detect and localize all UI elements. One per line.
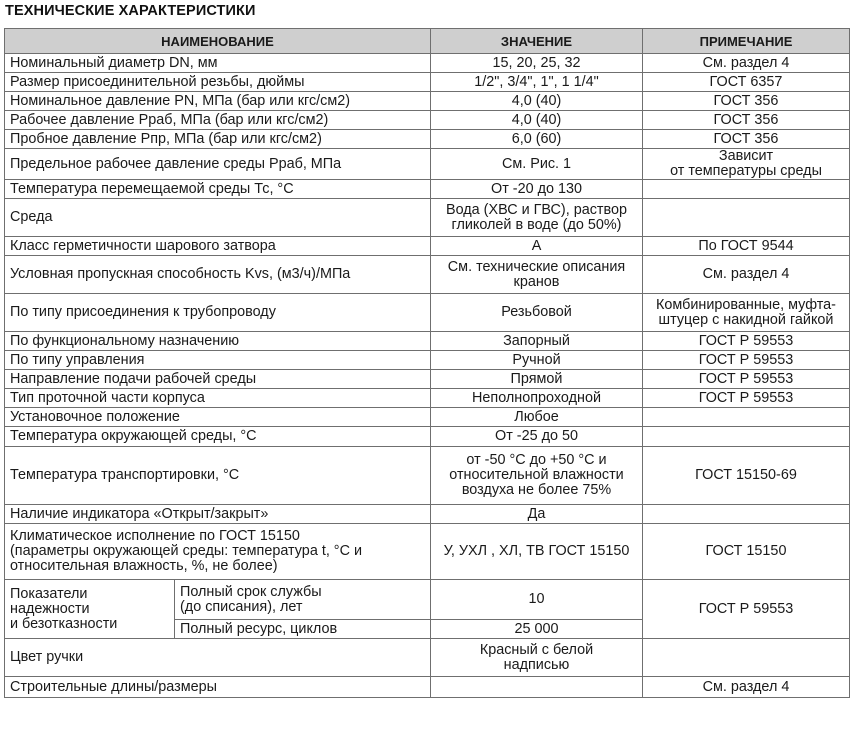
spec-name-cell: Установочное положение — [5, 408, 431, 427]
spec-name-cell: По типу присоединения к трубопроводу — [5, 294, 431, 332]
column-header-name: НАИМЕНОВАНИЕ — [5, 29, 431, 54]
spec-value-cell: 1/2", 3/4", 1", 1 1/4" — [431, 73, 643, 92]
spec-name-cell: Номинальный диаметр DN, мм — [5, 54, 431, 73]
table-body — [5, 54, 850, 698]
table-row — [5, 54, 850, 73]
spec-value-cell: См. Рис. 1 — [431, 149, 643, 180]
spec-value-cell: Резьбовой — [431, 294, 643, 332]
spec-note-cell: См. раздел 4 — [643, 256, 850, 294]
resource-name-cell: Полный ресурс, циклов — [175, 620, 431, 639]
table-row — [5, 408, 850, 427]
spec-note-cell: См. раздел 4 — [643, 54, 850, 73]
spec-name-cell: Температура окружающей среды, °С — [5, 427, 431, 447]
spec-value-cell: Ручной — [431, 351, 643, 370]
spec-name-cell: Температура перемещаемой среды Тс, °С — [5, 180, 431, 199]
lifetime-name-cell: Полный срок службы (до списания), лет — [175, 580, 431, 620]
spec-value-cell — [431, 677, 643, 698]
spec-value-cell: См. технические описания кранов — [431, 256, 643, 294]
spec-note-cell: ГОСТ Р 59553 — [643, 389, 850, 408]
table-row — [5, 92, 850, 111]
spec-name-cell: Направление подачи рабочей среды — [5, 370, 431, 389]
spec-name-cell: Класс герметичности шарового затвора — [5, 237, 431, 256]
spec-note-cell: Зависит от температуры среды — [643, 149, 850, 180]
spec-note-cell: ГОСТ Р 59553 — [643, 370, 850, 389]
spec-name-cell: Среда — [5, 199, 431, 237]
spec-value-cell: Прямой — [431, 370, 643, 389]
spec-name-cell: Номинальное давление PN, МПа (бар или кгс/см2) — [5, 92, 431, 111]
spec-name-cell: Наличие индикатора «Открыт/закрыт» — [5, 505, 431, 524]
spec-value-cell: 4,0 (40) — [431, 92, 643, 111]
spec-value-cell: От -20 до 130 — [431, 180, 643, 199]
spec-name-cell: Пробное давление Рпр, МПа (бар или кгс/см2) — [5, 130, 431, 149]
spec-note-cell: ГОСТ 15150 — [643, 524, 850, 580]
table-row — [5, 111, 850, 130]
table-row — [5, 639, 850, 677]
table-row — [5, 427, 850, 447]
resource-value-cell: 25 000 — [431, 620, 643, 639]
table-row — [5, 294, 850, 332]
spec-note-cell: ГОСТ Р 59553 — [643, 332, 850, 351]
table-header-row — [5, 29, 850, 54]
table-row — [5, 199, 850, 237]
spec-note-cell: ГОСТ Р 59553 — [643, 351, 850, 370]
table-row — [5, 370, 850, 389]
table-row — [5, 256, 850, 294]
table-row — [5, 332, 850, 351]
spec-name-cell: Предельное рабочее давление среды Рраб, МПа — [5, 149, 431, 180]
spec-value-cell: 15, 20, 25, 32 — [431, 54, 643, 73]
column-header-value: ЗНАЧЕНИЕ — [431, 29, 643, 54]
table-row — [5, 73, 850, 92]
spec-note-cell: См. раздел 4 — [643, 677, 850, 698]
table-row — [5, 389, 850, 408]
table-row — [5, 524, 850, 580]
table-row — [5, 447, 850, 505]
spec-note-cell — [643, 180, 850, 199]
spec-name-cell: Размер присоединительной резьбы, дюймы — [5, 73, 431, 92]
spec-value-cell: Любое — [431, 408, 643, 427]
table-row — [5, 149, 850, 180]
spec-name-cell: Температура транспортировки, °С — [5, 447, 431, 505]
spec-note-cell: ГОСТ 356 — [643, 92, 850, 111]
table-row — [5, 351, 850, 370]
spec-name-cell: Рабочее давление Рраб, МПа (бар или кгс/см2) — [5, 111, 431, 130]
spec-value-cell: А — [431, 237, 643, 256]
spec-name-cell: Строительные длины/размеры — [5, 677, 431, 698]
table-row — [5, 130, 850, 149]
spec-value-cell: От -25 до 50 — [431, 427, 643, 447]
spec-name-cell: Климатическое исполнение по ГОСТ 15150 (параметры окружающей среды: температура t, °С и относительная влажность, %, не более) — [5, 524, 431, 580]
table-row — [5, 505, 850, 524]
spec-value-cell: Запорный — [431, 332, 643, 351]
spec-value-cell: от -50 °С до +50 °С и относительной влажности воздуха не более 75% — [431, 447, 643, 505]
spec-note-cell: ГОСТ 6357 — [643, 73, 850, 92]
column-header-note: ПРИМЕЧАНИЕ — [643, 29, 850, 54]
table-row — [5, 180, 850, 199]
spec-note-cell: ГОСТ 356 — [643, 130, 850, 149]
page-title: ТЕХНИЧЕСКИЕ ХАРАКТЕРИСТИКИ — [5, 3, 256, 19]
spec-note-cell — [643, 408, 850, 427]
table-row — [5, 237, 850, 256]
spec-note-cell: По ГОСТ 9544 — [643, 237, 850, 256]
spec-value-cell: Да — [431, 505, 643, 524]
reliability-note-cell: ГОСТ Р 59553 — [643, 580, 850, 639]
spec-value-cell: Красный с белой надписью — [431, 639, 643, 677]
spec-value-cell: 4,0 (40) — [431, 111, 643, 130]
lifetime-value-cell: 10 — [431, 580, 643, 620]
spec-value-cell: У, УХЛ , ХЛ, ТВ ГОСТ 15150 — [431, 524, 643, 580]
spec-value-cell: Вода (ХВС и ГВС), раствор гликолей в воде (до 50%) — [431, 199, 643, 237]
spec-note-cell — [643, 505, 850, 524]
spec-note-cell: ГОСТ 15150-69 — [643, 447, 850, 505]
spec-note-cell — [643, 199, 850, 237]
spec-note-cell — [643, 639, 850, 677]
spec-note-cell — [643, 427, 850, 447]
spec-note-cell: Комбинированные, муфта- штуцер с накидной гайкой — [643, 294, 850, 332]
spec-note-cell: ГОСТ 356 — [643, 111, 850, 130]
spec-name-cell: По типу управления — [5, 351, 431, 370]
reliability-group-cell: Показатели надежности и безотказности — [5, 580, 175, 639]
spec-value-cell: Неполнопроходной — [431, 389, 643, 408]
spec-name-cell: Цвет ручки — [5, 639, 431, 677]
spec-name-cell: Условная пропускная способность Kvs, (м3/ч)/МПа — [5, 256, 431, 294]
table-row — [5, 677, 850, 698]
table-row — [5, 580, 850, 620]
spec-name-cell: По функциональному назначению — [5, 332, 431, 351]
spec-name-cell: Тип проточной части корпуса — [5, 389, 431, 408]
spec-value-cell: 6,0 (60) — [431, 130, 643, 149]
specs-table — [4, 28, 850, 698]
